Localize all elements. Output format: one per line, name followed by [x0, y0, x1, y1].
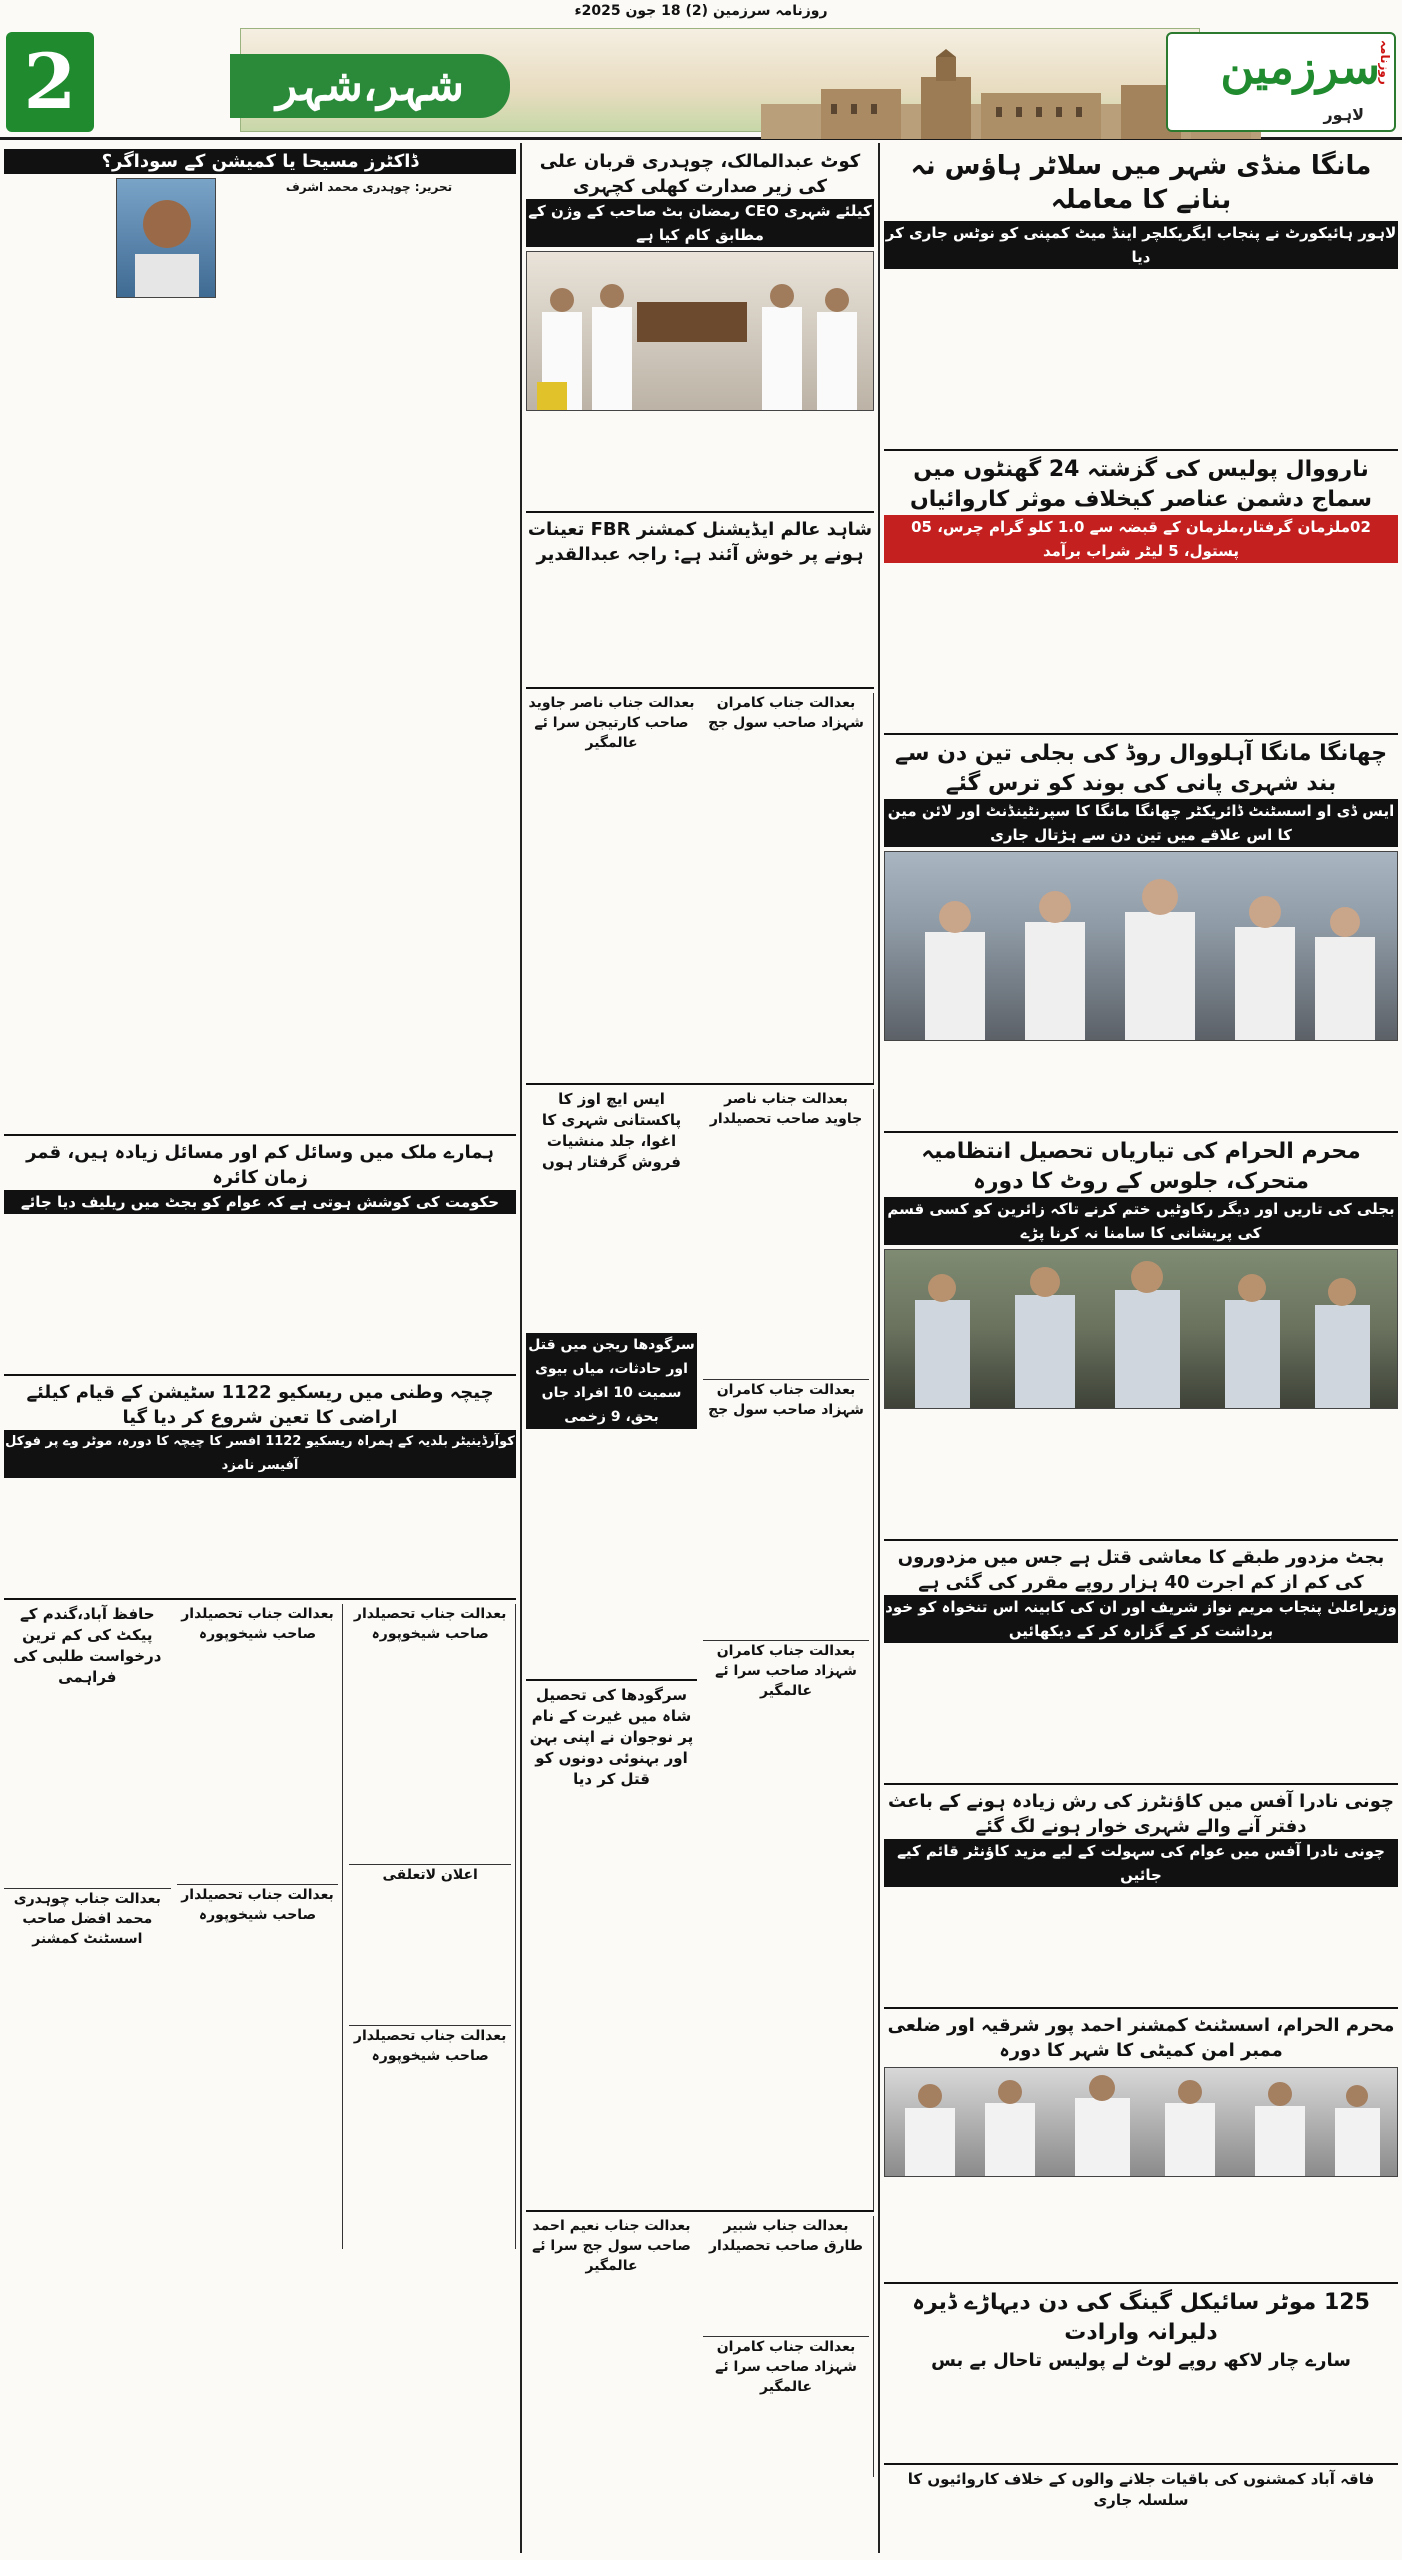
- story-headline: کوٹ عبدالمالک، چوہدری قربان علی کی زیر صدارت کھلی کچہری: [539, 151, 861, 197]
- story-headline: سرگودھا ریجن میں قتل اور حادثات، میاں بیوی سمیت 10 افراد جاں بحق، 9 زخمی: [526, 1333, 697, 1429]
- court-notice-body: [177, 1644, 339, 1884]
- story-deck: سارے چار لاکھ روپے لوٹ لے پولیس تاحال بے بس: [931, 2350, 1351, 2371]
- story-deck: کیلئے شہری CEO رمضان بٹ صاحب کے وژن کے مطابق کام کیا ہے: [526, 199, 874, 247]
- court-notice-title: بعدالت جناب تحصیلدار صاحب شیخوپورہ: [353, 1606, 507, 1642]
- court-notice-title: بعدالت جناب تحصیلدار صاحب شیخوپورہ: [177, 1884, 339, 1925]
- logo-city: لاہور: [1323, 105, 1364, 124]
- middle-column: [526, 145, 874, 2555]
- court-notice-body: [703, 733, 869, 1063]
- story-headline: مانگا منڈی شہر میں سلاٹر ہاؤس نہ بنانے کا معاملہ: [910, 151, 1372, 215]
- court-notice-title: بعدالت جناب کامران شہزاد صاحب سرا ئے عالمگیر: [703, 1640, 869, 1701]
- court-notice-title: بعدالت جناب تحصیلدار صاحب شیخوپورہ: [349, 2025, 511, 2066]
- story-deck: ایس ڈی او اسسٹنٹ ڈائریکٹر چھانگا مانگا کا سپرنٹینڈنٹ اور لائن مین کا اس علاقے میں تین دن سے ہڑتال جاری: [884, 799, 1398, 847]
- story-body: [884, 2177, 1398, 2282]
- tender-notice-title: حافظ آباد،گندم کے پیکٹ کی کم ترین درخواست طلبی کی فراہمی: [13, 1605, 162, 1686]
- story-body: [884, 1643, 1398, 1783]
- court-notice-title: بعدالت جناب کامران شہزاد صاحب سول جج: [703, 1379, 869, 1420]
- page-number: 2: [6, 32, 94, 132]
- dateline: روزنامہ سرزمین (2) 18 جون 2025ء: [574, 3, 828, 19]
- story-body: [526, 411, 874, 511]
- opinion-body: [4, 254, 516, 1134]
- court-notice-title: بعدالت جناب ناصر جاوید صاحب کارتیجن سرا ئے عالمگیر: [528, 695, 695, 751]
- court-notice-title: بعدالت جناب کامران شہزاد صاحب سول جج: [708, 695, 864, 731]
- story-headline: فاقہ آباد کمشنوں کی باقیات جلانے والوں کے خلاف کاروائیوں کا سلسلہ جاری: [884, 2463, 1398, 2511]
- court-notice-title: بعدالت جناب کامران شہزاد صاحب سرا ئے عالمگیر: [703, 2336, 869, 2397]
- court-notice-body: [703, 1701, 869, 1921]
- court-notice-title: بعدالت جناب شبیر طارق صاحب تحصیلدار: [709, 2218, 863, 2254]
- story-body: [526, 1429, 697, 1679]
- court-notice-body: [703, 2256, 869, 2336]
- story-deck: 02ملزمان گرفتار،ملزمان کے قبضہ سے 1.0 کلو گرام چرس، 05 پستول، 5 لیٹر شراب برآمد: [884, 515, 1398, 563]
- masthead: [0, 22, 1402, 140]
- news-photo: [884, 2067, 1398, 2177]
- logo-prefix: روزنامہ: [1378, 40, 1392, 85]
- news-photo: [884, 851, 1398, 1041]
- news-photo: [526, 251, 874, 411]
- opinion-headline: ڈاکٹرز مسیحا یا کمیشن کے سوداگر؟: [4, 149, 516, 174]
- story-body: [884, 1887, 1398, 2007]
- court-notice-body: [703, 2397, 869, 2477]
- tender-notice-body: [4, 1688, 171, 1888]
- story-headline: چونی نادرا آفس میں کاؤنٹرز کی رش زیادہ ہونے کے باعث دفتر آنے والے شہری خوار ہونے لگ گئے: [884, 1783, 1398, 1839]
- court-notice-body: [349, 2066, 511, 2206]
- news-photo: [884, 1249, 1398, 1409]
- story-deck: چونی نادرا آفس میں عوام کی سہولت کے لیے مزید کاؤنٹر قائم کیے جائیں: [884, 1839, 1398, 1887]
- protest-photo-image: [885, 852, 1398, 1041]
- story-headline: شاہد عالم ایڈیشنل کمشنر FBR تعینات ہونے پر خوش آئند ہے: راجہ عبدالقدیر: [526, 511, 874, 567]
- story-body: [4, 1478, 516, 1598]
- story-headline: محرم الحرام کی تیاریاں تحصیل انتظامیہ متحرک، جلوس کے روٹ کا دورہ: [884, 1131, 1398, 1197]
- court-notice-title: بعدالت جناب چوہدری محمد افضل صاحب اسسٹنٹ کمشنر: [4, 1888, 171, 1949]
- story-body: [884, 1409, 1398, 1539]
- story-headline: چیچہ وطنی میں ریسکیو 1122 سٹیشن کے قیام کیلئے اراضی کا تعین شروع کر دیا گیا: [4, 1374, 516, 1430]
- story-body: [526, 1790, 697, 2210]
- column-rule: [520, 143, 522, 2553]
- section-title: شہر،شہر: [230, 54, 510, 118]
- story-headline: سرگودھا کی تحصیل شاہ میں غیرت کے نام پر نوجوان نے اپنی بہن اور بہنوئی دونوں کو قتل کر دیا: [526, 1679, 697, 1790]
- story-headline: 125 موٹر سائیکل گینگ کی دن دیہاڑے ڈیرہ دلیرانہ وارادت: [884, 2282, 1398, 2348]
- left-column: [4, 145, 516, 2555]
- court-notice-body: [703, 1420, 869, 1640]
- story-body: [884, 563, 1398, 733]
- court-notice-body: [526, 753, 697, 1083]
- newspaper-logo: [1166, 32, 1396, 132]
- story-headline: چھانگا مانگا آہلووال روڈ کی بجلی تین دن سے بند شہری پانی کی بوند کو ترس گئے: [884, 733, 1398, 799]
- story-body: [526, 567, 874, 687]
- story-deck: کوآرڈینیٹر بلدیہ کے ہمراہ ریسکیو 1122 افسر کا چیچہ کا دورہ، موٹر وے پر فوکل آفیسر نامزد: [4, 1430, 516, 1478]
- column-rule: [878, 143, 880, 2553]
- story-body: [526, 1173, 697, 1333]
- story-body: [884, 269, 1398, 449]
- story-body: [884, 2373, 1398, 2463]
- court-notice-body: [177, 1925, 339, 2185]
- court-notice-body: [703, 1129, 869, 1379]
- court-notice-body: [349, 1644, 511, 1864]
- story-deck: لاہور ہائیکورٹ نے پنجاب ایگریکلچر اینڈ میٹ کمپنی کو نوٹس جاری کر دیا: [884, 221, 1398, 269]
- story-headline: نارووال پولیس کی گزشتہ 24 گھنٹوں میں سماج دشمن عناصر کیخلاف موثر کاروائیاں: [884, 449, 1398, 515]
- court-notice-title: بعدالت جناب ناصر جاوید صاحب تحصیلدار: [709, 1091, 863, 1127]
- disclaimer-notice-body: [349, 1885, 511, 2025]
- story-body: [4, 1214, 516, 1374]
- logo-name: سرزمین: [1220, 40, 1380, 94]
- story-deck: حکومت کی کوشش ہوتی ہے کہ عوام کو بجٹ میں ریلیف دیا جائے: [4, 1190, 516, 1214]
- story-headline: بجٹ مزدور طبقے کا معاشی قتل ہے جس میں مزدوروں کی کم از کم اجرت 40 ہزار روپے مقرر کی گئی ہے: [884, 1539, 1398, 1595]
- court-notice-title: بعدالت جناب نعیم احمد صاحب سول جج سرا ئے عالمگیر: [532, 2218, 691, 2274]
- disclaimer-notice-title: اعلان لاتعلقی: [349, 1864, 511, 1885]
- officials-meeting-photo-image: [885, 2068, 1398, 2177]
- column-byline: تحریر: چوہدری محمد اشرف: [285, 180, 453, 194]
- right-column: [884, 145, 1398, 2555]
- officials-visit-photo-image: [885, 1250, 1398, 1409]
- court-notice-title: بعدالت جناب تحصیلدار صاحب شیخوپورہ: [181, 1606, 334, 1642]
- court-notice-body: [526, 2276, 697, 2456]
- story-deck: وزیراعلیٰ پنجاب مریم نواز شریف اور ان کی کابینہ اس تنخواہ کو خود برداشت کر کے گزارہ کر کے دیکھائیں: [884, 1595, 1398, 1643]
- story-deck: بجلی کی تاریں اور دیگر رکاوٹیں ختم کرنے تاکہ زائرین کو کسی قسم کی پریشانی کا سامنا نہ کرنا پڑے: [884, 1197, 1398, 1245]
- open-court-photo-image: [527, 252, 874, 411]
- court-notice-body: [4, 1949, 171, 2249]
- story-body: [884, 1041, 1398, 1131]
- story-headline: محرم الحرام، اسسٹنٹ کمشنر احمد پور شرقیہ اور ضلعی ممبر امن کمیٹی کا شہر کا دورہ: [884, 2007, 1398, 2063]
- story-headline: ایس ایچ اوز کا پاکستانی شہری کا اغوا، جلد منشیات فروش گرفتار ہوں: [541, 1090, 682, 1171]
- story-headline: ہمارے ملک میں وسائل کم اور مسائل زیادہ ہیں، قمر زمان کائرہ: [4, 1134, 516, 1190]
